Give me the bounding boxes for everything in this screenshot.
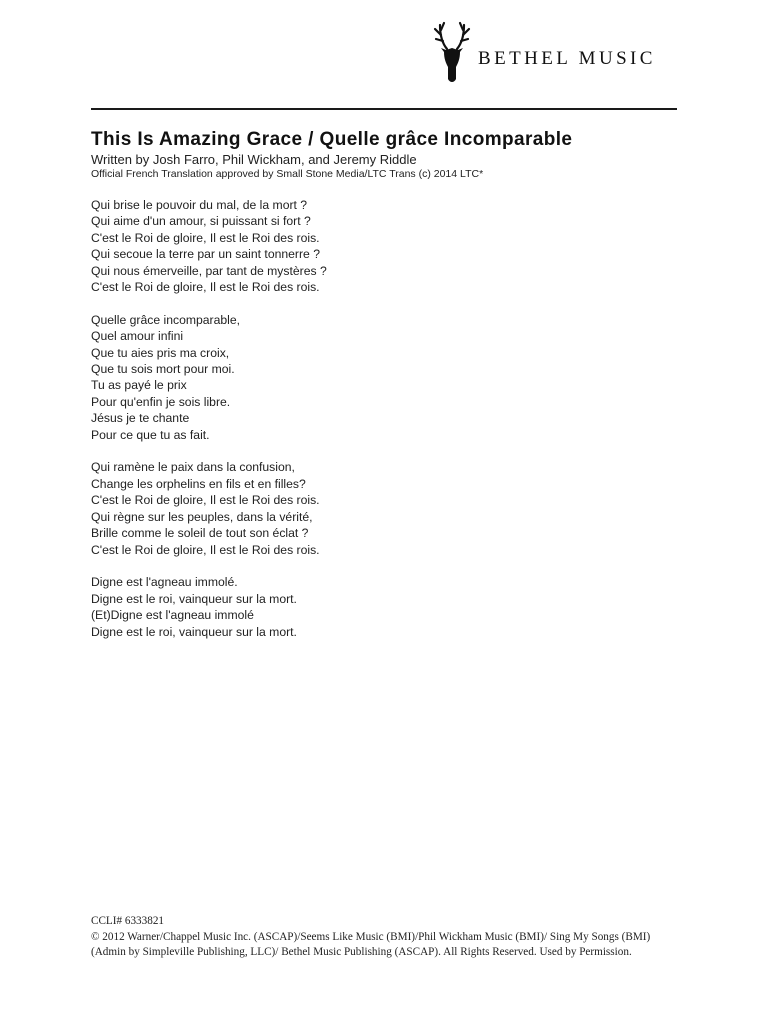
verse-1 [91, 197, 651, 295]
lyric-line: Digne est l'agneau immolé. [91, 575, 238, 590]
lyric-line: Brille comme le soleil de tout son éclat ? [91, 526, 309, 541]
lyric-line: C'est le Roi de gloire, Il est le Roi des rois. [91, 230, 320, 245]
lyric-line: Pour qu'enfin je sois libre. [91, 394, 231, 409]
lyric-line: C'est le Roi de gloire, Il est le Roi des rois. [91, 280, 320, 295]
verse-2 [91, 459, 651, 557]
song-title: This Is Amazing Grace / Quelle grâce Incomparable [91, 129, 573, 150]
lyric-line: Digne est le roi, vainqueur sur la mort. [91, 624, 297, 639]
chorus [91, 312, 651, 443]
lyric-line: Que tu sois mort pour moi. [91, 362, 235, 377]
lyric-line: Qui nous émerveille, par tant de mystères ? [91, 263, 327, 278]
header-divider [91, 108, 677, 110]
copyright-notice: © 2012 Warner/Chappel Music Inc. (ASCAP)/Seems Like Music (BMI)/Phil Wickham Music (BMI)/ Sing My Songs (BMI) (Admin by Simpleville Publishing, LLC)/ Bethel Music Publishing (ASCAP). All Rights Reserved. Used by Permission. [91, 930, 651, 959]
lyrics [91, 197, 651, 656]
brand-name: BETHEL MUSIC [478, 48, 656, 69]
lyric-line: Digne est le roi, vainqueur sur la mort. [91, 591, 297, 606]
lyric-line: Pour ce que tu as fait. [91, 427, 210, 442]
copyright-footer [91, 914, 681, 961]
lyric-line: Tu as payé le prix [91, 378, 187, 393]
lyric-line: Quelle grâce incomparable, [91, 312, 241, 327]
bridge [91, 574, 651, 640]
bethel-music-logo [432, 18, 656, 86]
translation-note: Official French Translation approved by Small Stone Media/LTC Trans (c) 2014 LTC* [91, 168, 484, 180]
stag-head-icon [432, 19, 472, 85]
lyric-line: Qui brise le pouvoir du mal, de la mort ? [91, 198, 308, 212]
ccli-number: CCLI# 6333821 [91, 915, 165, 927]
lyric-line: C'est le Roi de gloire, Il est le Roi des rois. [91, 493, 320, 508]
lyric-line: Jésus je te chante [91, 411, 190, 426]
songwriters-credit: Written by Josh Farro, Phil Wickham, and Jeremy Riddle [91, 152, 417, 167]
lyric-line: C'est le Roi de gloire, Il est le Roi des rois. [91, 542, 320, 557]
lyric-line: Que tu aies pris ma croix, [91, 345, 230, 360]
lyric-line: Qui aime d'un amour, si puissant si fort ? [91, 214, 311, 229]
lyric-line: Qui ramène le paix dans la confusion, [91, 460, 295, 475]
lyric-line: (Et)Digne est l'agneau immolé [91, 608, 254, 623]
lyric-line: Quel amour infini [91, 329, 184, 344]
lyric-line: Change les orphelins en fils et en filles? [91, 476, 306, 491]
lyric-line: Qui règne sur les peuples, dans la vérité, [91, 509, 313, 524]
lyric-line: Qui secoue la terre par un saint tonnerre ? [91, 247, 320, 262]
